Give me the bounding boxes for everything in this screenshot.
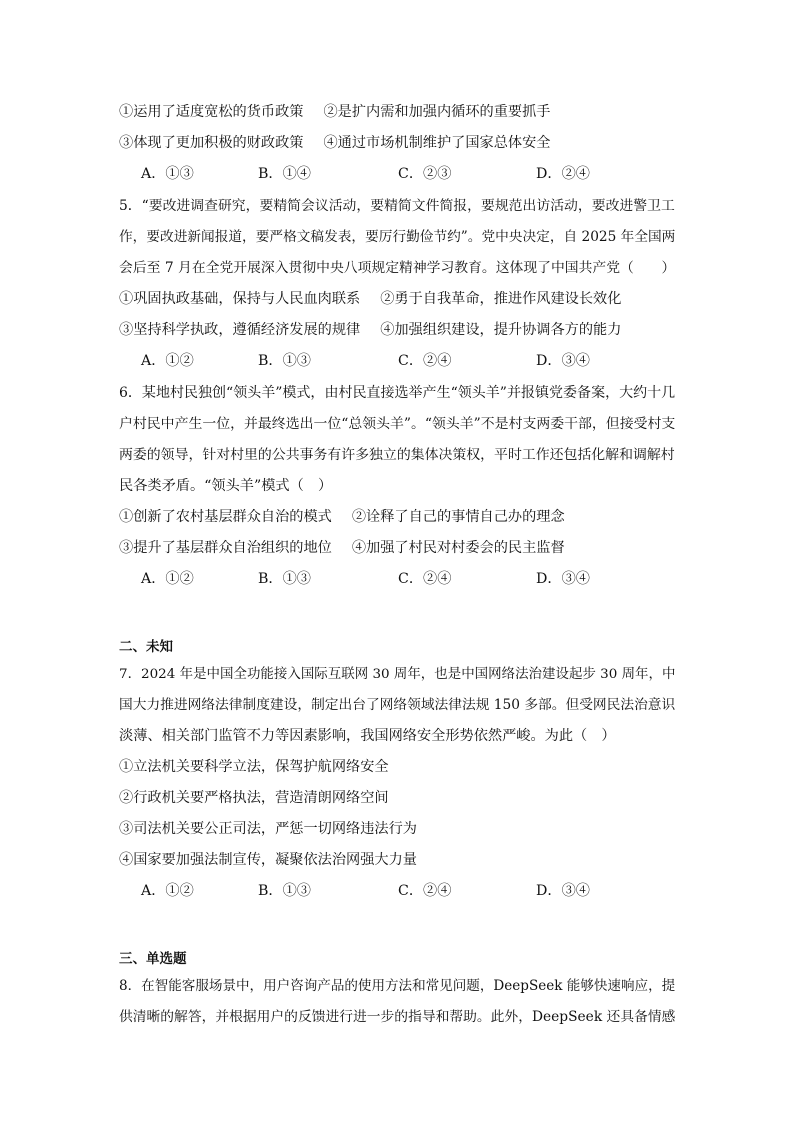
q7-option-2: ②行政机关要严格执法，营造清朗网络空间 <box>119 790 389 806</box>
q7-stem-line-3: 淡薄、相关部门监管不力等因素影响，我国网络安全形势依然严峻。为此（ ） <box>119 728 616 744</box>
section-heading-2: 二、未知 <box>119 639 173 655</box>
q4-options-row-1 <box>119 102 570 122</box>
q5-option-3: ③坚持科学执政，遵循经济发展的规律 <box>119 322 361 338</box>
q4-choice-d: D．②④ <box>536 166 590 182</box>
q5-option-2: ②勇于自我革命，推进作风建设长效化 <box>380 291 622 307</box>
q6-option-3: ③提升了基层群众自治组织的地位 <box>119 540 332 556</box>
q6-stem-line-1: 6．某地村民独创“领头羊”模式，由村民直接选举产生“领头羊”并报镇党委备案，大约十几 <box>119 385 676 401</box>
q4-option-1: ①运用了适度宽松的货币政策 <box>119 104 304 120</box>
q6-option-1: ①创新了农村基层群众自治的模式 <box>119 509 332 525</box>
q4-choice-c: C．②③ <box>398 166 452 182</box>
q7-option-3: ③司法机关要公正司法，严惩一切网络违法行为 <box>119 821 417 837</box>
q6-option-4: ④加强了村民对村委会的民主监督 <box>351 540 565 556</box>
q4-option-4: ④通过市场机制维护了国家总体安全 <box>323 135 551 151</box>
q4-choice-b: B．①④ <box>258 166 311 182</box>
q5-choice-d: D．③④ <box>536 353 590 369</box>
q5-choice-c: C．②④ <box>398 353 452 369</box>
q6-choice-b: B．①③ <box>258 571 311 587</box>
q4-options-row-2 <box>119 133 570 153</box>
q6-options-row-1 <box>119 507 585 527</box>
q5-option-4: ④加强组织建设，提升协调各方的能力 <box>380 322 622 338</box>
q7-stem-line-2: 国大力推进网络法律制度建设，制定出台了网络领域法律法规 150 多部。但受网民法治意识 <box>119 697 676 713</box>
q7-choice-c: C．②④ <box>398 883 452 899</box>
q6-stem-line-2: 户村民中产生一位，并最终选出一位“总领头羊”。“领头羊”不是村支两委干部，但接受村支 <box>119 416 676 432</box>
q4-option-2: ②是扩内需和加强内循环的重要抓手 <box>323 104 551 120</box>
q7-choice-a: A．①② <box>141 883 194 899</box>
q8-stem-line-2: 供清晰的解答，并根据用户的反馈进行进一步的指导和帮助。此外，DeepSeek 还具备情感 <box>119 1009 676 1025</box>
q6-choice-a: A．①② <box>141 571 194 587</box>
q4-choice-a: A．①③ <box>141 166 194 182</box>
q5-stem-line-1: 5．“要改进调查研究，要精简会议活动，要精简文件简报，要规范出访活动，要改进警卫工 <box>119 198 675 214</box>
q7-choice-d: D．③④ <box>536 883 590 899</box>
section-heading-3: 三、单选题 <box>119 951 187 967</box>
q5-choice-a: A．①② <box>141 353 194 369</box>
q4-option-3: ③体现了更加积极的财政政策 <box>119 135 304 151</box>
q6-options-row-2 <box>119 538 585 558</box>
q5-stem-line-2: 作，要改进新闻报道，要严格文稿发表，要厉行勤俭节约”。党中央决定，自 2025 年全国两 <box>119 229 676 245</box>
q5-stem-line-3: 会后至 7 月在全党开展深入贯彻中央八项规定精神学习教育。这体现了中国共产党（ ） <box>119 260 676 276</box>
q5-option-1: ①巩固执政基础，保持与人民血肉联系 <box>119 291 361 307</box>
q5-choice-b: B．①③ <box>258 353 311 369</box>
q6-option-2: ②诠释了自己的事情自己办的理念 <box>351 509 565 525</box>
q5-options-row-2 <box>119 320 641 340</box>
q7-option-4: ④国家要加强法制宣传，凝聚依法治网强大力量 <box>119 852 417 868</box>
q6-choice-d: D．③④ <box>536 571 590 587</box>
q7-stem-line-1: 7．2024 年是中国全功能接入国际互联网 30 周年，也是中国网络法治建设起步 30 周年，中 <box>119 666 676 682</box>
q6-stem-line-3: 两委的领导，针对村里的公共事务有许多独立的集体决策权，平时工作还包括化解和调解村 <box>119 447 675 463</box>
q7-option-1: ①立法机关要科学立法，保驾护航网络安全 <box>119 759 389 775</box>
q5-options-row-1 <box>119 289 641 309</box>
q6-choice-c: C．②④ <box>398 571 452 587</box>
q8-stem-line-1: 8．在智能客服场景中，用户咨询产品的使用方法和常见问题，DeepSeek 能够快速响应，提 <box>119 978 676 994</box>
q7-choice-b: B．①③ <box>258 883 311 899</box>
q6-stem-line-4: 民各类矛盾。“领头羊”模式（ ） <box>119 478 333 494</box>
